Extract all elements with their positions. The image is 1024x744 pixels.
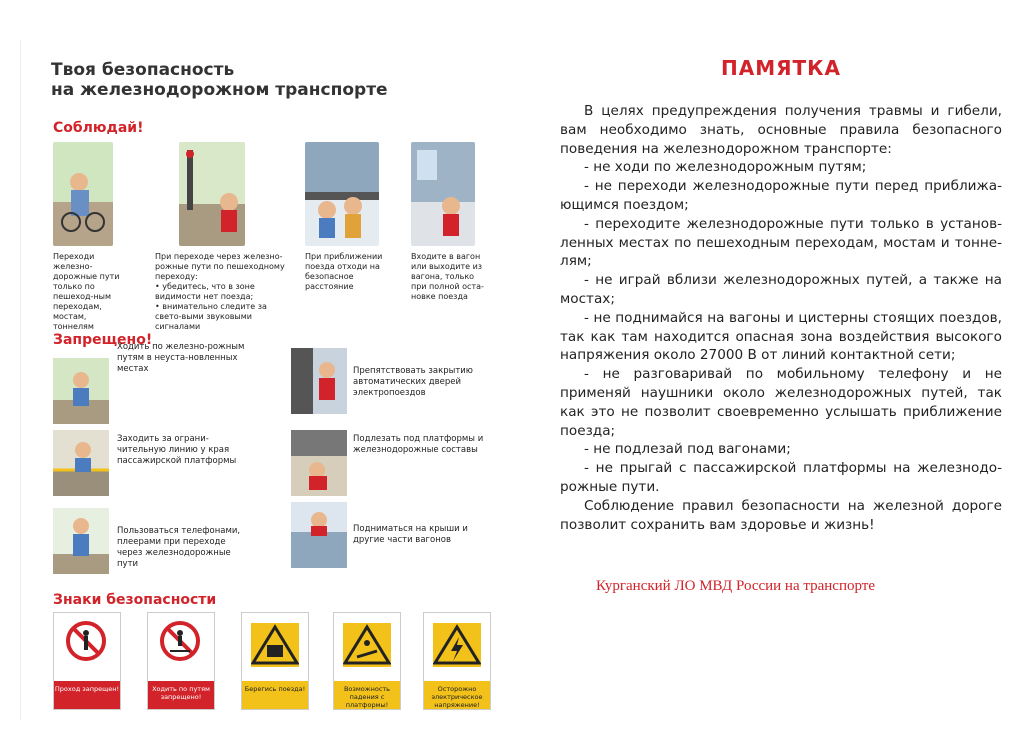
leaflet-title-line2: на железнодорожном транспорте (51, 80, 388, 100)
comply-illustration-1 (53, 142, 113, 246)
sign-label-4: Возможность падения с платформы! (334, 681, 400, 709)
memo-body (560, 102, 1002, 534)
train-warning-icon (251, 623, 299, 667)
comply-caption-1: Переходи железно-дорожные пути только по пешеход-ным переходам, мостам, тоннелям (53, 252, 120, 331)
sign-platform-fall (333, 612, 401, 710)
forbidden-illustration-5 (53, 508, 109, 574)
leaflet-title-line1: Твоя безопасность (51, 60, 235, 80)
sign-label-2: Ходить по путям запрещено! (148, 681, 214, 709)
memo-rule-6: - не разговаривай по мобильному телефону и не применяй наушники около железнодорожных путей, так как это не позволит своевременно услышать приближение поезда; (560, 366, 1002, 439)
sign-label-3: Берегись поезда! (242, 681, 308, 709)
sign-no-passage (53, 612, 121, 710)
safety-leaflet (20, 40, 499, 720)
forbidden-caption-6: Подниматься на крыши и другие части вагонов (353, 524, 468, 545)
forbidden-illustration-3 (53, 430, 109, 496)
memo-intro: В целях предупреждения получения травмы и гибели, вам необходимо знать, основные правила безопасного поведения на железнодорожном транспорте: (560, 103, 1002, 157)
forbidden-illustration-2 (291, 348, 347, 414)
sign-label-1: Проход запрещен! (54, 681, 120, 709)
sign-label-5: Осторожно электрическое напряжение! (424, 681, 490, 709)
memo-heading: ПАМЯТКА (721, 56, 841, 80)
memo-rule-7: - не подлезай под вагонами; (584, 441, 791, 458)
forbidden-illustration-1 (53, 358, 109, 424)
forbidden-caption-2: Препятствовать закрытию автоматических дверей электропоездов (353, 366, 473, 398)
memo-signature: Курганский ЛО МВД России на транспорте (596, 578, 875, 594)
leaflet-title (51, 60, 451, 100)
forbidden-caption-3: Заходить за ограни-чительную линию у края пассажирской платформы (117, 434, 237, 466)
memo-rule-3: - переходите железнодорожные пути только в установ-ленных местах по пешеходным переходам, мостам и тонне-лям; (560, 215, 1002, 270)
memo-closing: Соблюдение правил безопасности на железной дороге позволит сохранить вам здоровье и жизнь! (560, 497, 1002, 533)
memo-rule-4: - не играй вблизи железнодорожных путей, а также на мостах; (560, 272, 1002, 307)
forbidden-caption-1: Ходить по железно-рожным путям в неуста-новленных местах (117, 342, 245, 374)
comply-caption-4: Входите в вагон или выходите из вагона, только при полной оста-новке поезда (411, 252, 484, 301)
forbidden-illustration-4 (291, 430, 347, 496)
forbidden-caption-4: Подлезать под платформы и железнодорожные составы (353, 434, 484, 455)
fall-warning-icon (343, 623, 391, 667)
sign-beware-train (241, 612, 309, 710)
comply-caption-3: При приближении поезда отходи на безопасное расстояние (305, 252, 383, 291)
signs-heading: Знаки безопасности (53, 592, 217, 608)
memo-rule-1: - не ходи по железнодорожным путям; (584, 159, 867, 176)
sign-no-walking-tracks (147, 612, 215, 710)
comply-caption-2: При переходе через железно-рожные пути по пешеходному переходу: • убедитесь, что в зоне видимости нет поезда; • внимательно следите за свето-выми звуковыми сигналами (155, 252, 285, 331)
forbidden-illustration-6 (291, 502, 347, 568)
comply-illustration-2 (179, 142, 245, 246)
memo-rule-2: - не переходи железнодорожные пути перед приближа-ющимся поездом; (560, 178, 1002, 213)
sign-electric-voltage (423, 612, 491, 710)
memo-rule-8: - не прыгай с пассажирской платформы на железнодо-рожные пути. (560, 460, 1002, 495)
forbidden-caption-5: Пользоваться телефонами, плеерами при переходе через железнодорожные пути (117, 526, 241, 569)
lightning-icon (433, 623, 481, 667)
comply-heading: Соблюдай! (53, 120, 144, 136)
comply-illustration-4 (411, 142, 475, 246)
comply-illustration-3 (305, 142, 379, 246)
memo-rule-5: - не поднимайся на вагоны и цистерны стоящих поездов, так как там находится опасная зона воздействия высокого напряжения около 27000 В от линий контактной сети; (560, 309, 1002, 364)
forbidden-heading: Запрещено! (53, 332, 153, 348)
